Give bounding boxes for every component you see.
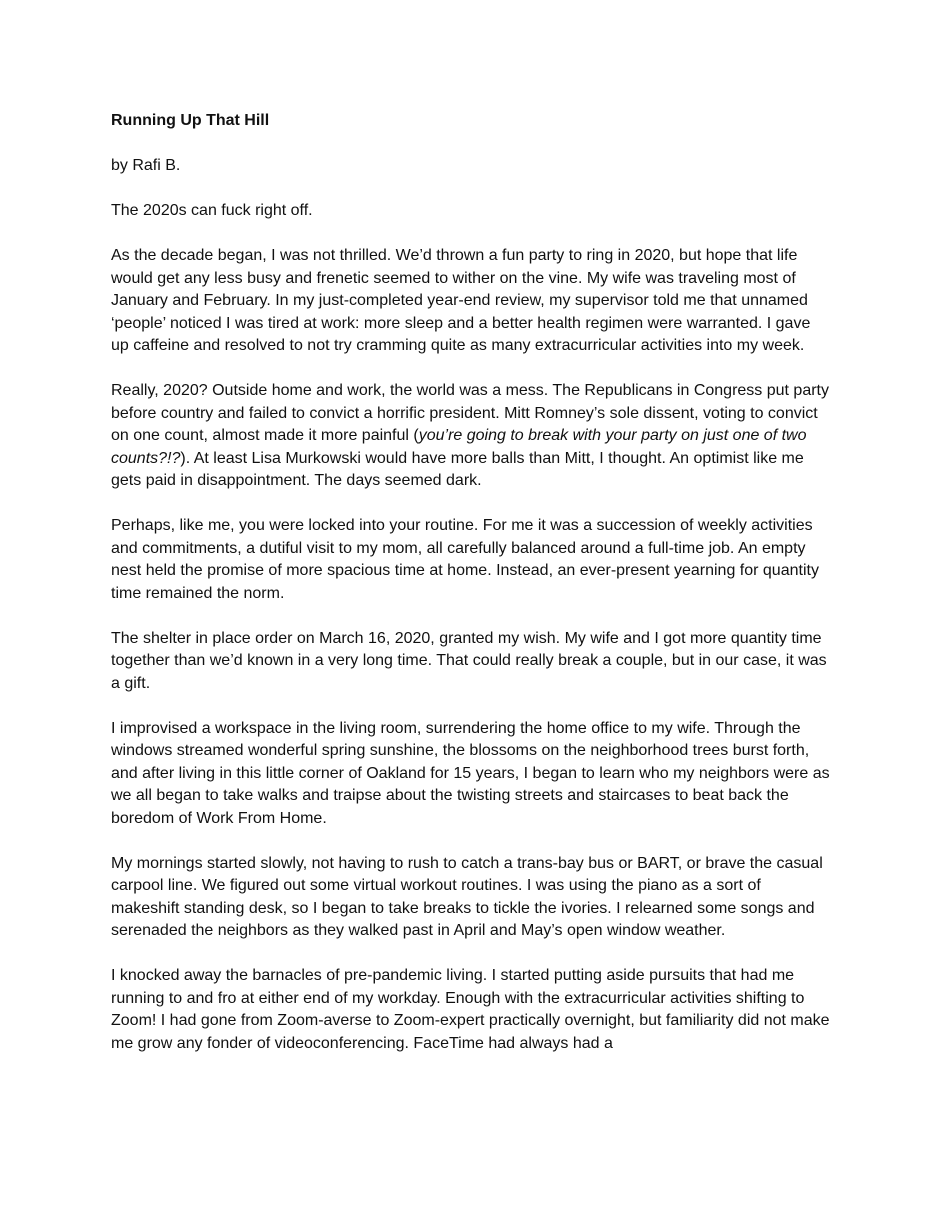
paragraph-3-italic-aside: you’re going to break with your party on just one of two counts?!? [111,427,807,467]
document-title: Running Up That Hill [111,112,270,129]
paragraph-3 [111,380,831,493]
paragraph-1: The 2020s can fuck right off. [111,202,313,219]
paragraph-8: I knocked away the barnacles of pre-pandemic living. I started putting aside pursuits that had me running to and fro at either end of my workday. Enough with the extracurricular activities shifting to Zoom! I had gone from Zoom-averse to Zoom-expert practically overnight, but familiarity did not make me grow any fonder of videoconferencing. FaceTime had always had a [111,967,830,1052]
document-page [111,110,831,1078]
paragraph-7: My mornings started slowly, not having to rush to catch a trans-bay bus or BART, or brave the casual carpool line. We figured out some virtual workout routines. I was using the piano as a sort of makeshift standing desk, so I began to take breaks to tickle the ivories. I relearned some songs and serenaded the neighbors as they walked past in April and May’s open window weather. [111,854,823,939]
paragraph-6: I improvised a workspace in the living room, surrendering the home office to my wife. Through the windows streamed wonderful spring sunshine, the blossoms on the neighborhood trees burst forth, and after living in this little corner of Oakland for 15 years, I began to learn who my neighbors were as we all began to take walks and traipse about the twisting streets and staircases to beat back the boredom of Work From Home. [111,719,830,827]
paragraph-4: Perhaps, like me, you were locked into your routine. For me it was a succession of weekly activities and commitments, a dutiful visit to my mom, all carefully balanced around a full-time job. An empty nest held the promise of more spacious time at home. Instead, an ever-present yearning for quantity time remained the norm. [111,517,819,602]
paragraph-3-text-start: Really, 2020? Outside home and work, the world was a mess. The Republicans in Congress put party before country and failed to convict a horrific president. Mitt Romney’s sole dissent, voting to convict on one count, almost made it more painful ( [111,382,829,444]
paragraph-5: The shelter in place order on March 16, 2020, granted my wish. My wife and I got more quantity time together than we’d known in a very long time. That could really break a couple, but in our case, it was a gift. [111,629,827,692]
paragraph-2: As the decade began, I was not thrilled. We’d thrown a fun party to ring in 2020, but hope that life would get any less busy and frenetic seemed to wither on the vine. My wife was traveling most of January and February. In my just-completed year-end review, my supervisor told me that unnamed ‘people’ noticed I was tired at work: more sleep and a better health regimen were warranted. I gave up caffeine and resolved to not try cramming quite as many extracurricular activities into my week. [111,247,811,354]
paragraph-3-text-end: ). At least Lisa Murkowski would have more balls than Mitt, I thought. An optimist like me gets paid in disappointment. The days seemed dark. [111,449,804,489]
author-byline: by Rafi B. [111,157,181,174]
